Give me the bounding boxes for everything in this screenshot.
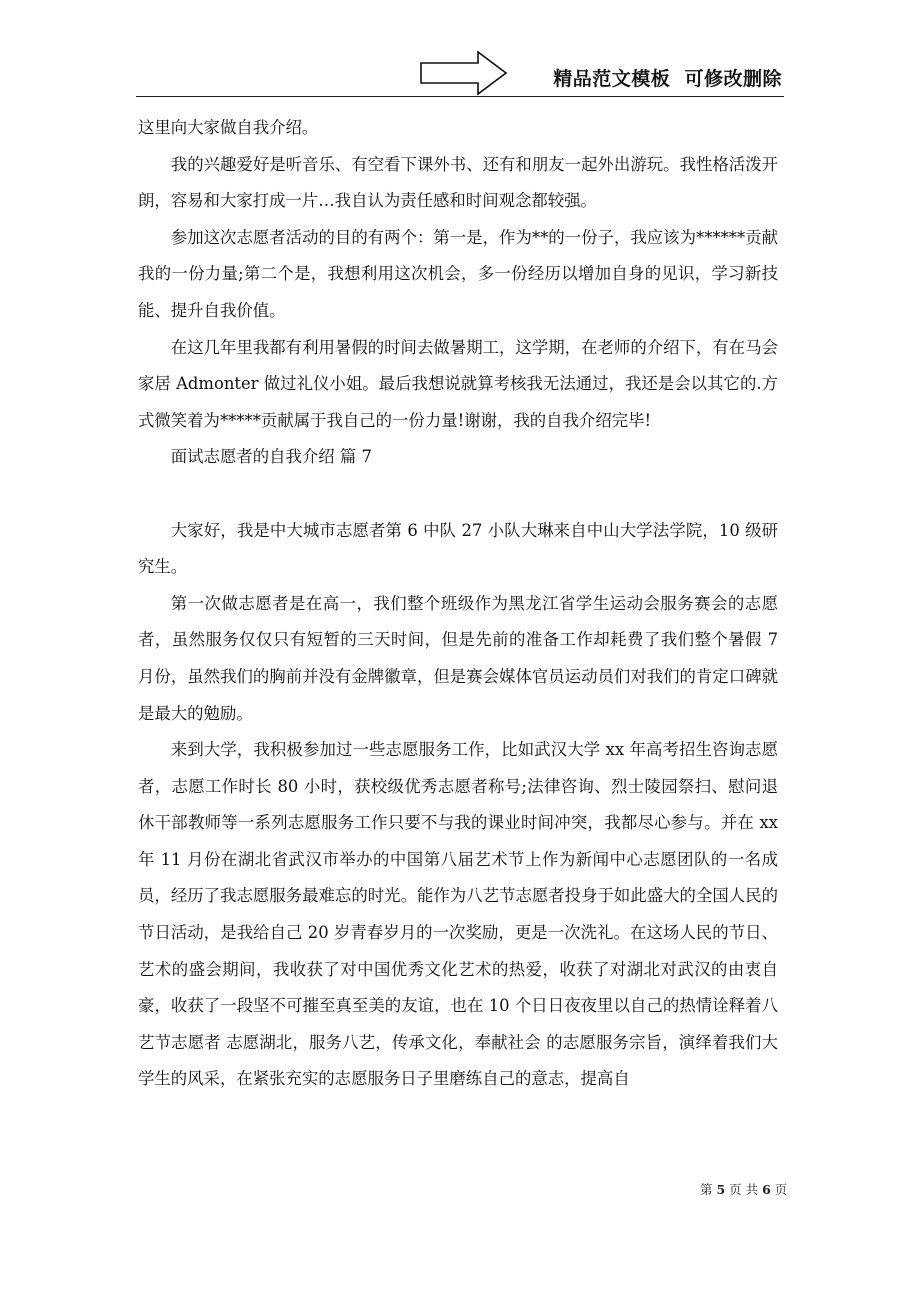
paragraph-hobbies: 我的兴趣爱好是听音乐、有空看下课外书、还有和朋友一起外出游玩。我性格活泼开朗，容易和大家打成一片…我自认为责任感和时间观念都较强。 [138, 154, 778, 211]
paragraph-continuation: 这里向大家做自我介绍。 [138, 118, 319, 137]
paragraph-university: 来到大学，我积极参加过一些志愿服务工作，比如武汉大学 xx 年高考招生咨询志愿者，志愿工作时长 80 小时，获校级优秀志愿者称号;法律咨询、烈士陵园祭扫、慰问退休干部教师等一系列志愿服务工作只要不与我的课业时间冲突，我都尽心参与。并在 xx 年 11 月份在湖北省武汉市举办的中国第八届艺术节上作为新闻中心志愿团队的一名成员，经历了我志愿服务最难忘的时光。能作为八艺节志愿者投身于如此盛大的全国人民的节日活动，是我给自己 20 岁青春岁月的一次奖励，更是一次洗礼。在这场人民的节日、艺术的盛会期间，我收获了对中国优秀文化艺术的热爱，收获了对湖北对武汉的由衷自豪，收获了一段坚不可摧至真至美的友谊，也在 10 个日日夜夜里以自己的热情诠释着八艺节志愿者 志愿湖北，服务八艺，传承文化，奉献社会 的志愿服务宗旨，演绎着我们大学生的风采，在紧张充实的志愿服务日子里磨练自己的意志，提高自 [138, 740, 778, 1089]
footer-suffix: 页 [770, 1182, 788, 1197]
total-page-number: 6 [762, 1182, 771, 1197]
page-footer [700, 1180, 787, 1198]
current-page-number: 5 [716, 1182, 726, 1197]
header-title: 精品范文模板 可修改删除 [553, 68, 782, 90]
header-divider [136, 96, 784, 97]
footer-prefix: 第 [700, 1182, 717, 1197]
arrow-right-icon [420, 50, 510, 96]
page-header [136, 48, 784, 98]
paragraph-greeting: 大家好，我是中大城市志愿者第 6 中队 27 小队大琳来自中山大学法学院，10 级研究生。 [138, 520, 778, 577]
section-heading: 面试志愿者的自我介绍 篇 7 [170, 447, 372, 467]
paragraph-purpose: 参加这次志愿者活动的目的有两个：第一是，作为**的一份子，我应该为******贡献我的一份力量;第二个是，我想利用这次机会，多一份经历以增加自身的见识，学习新技能、提升自我价值。 [138, 227, 778, 320]
footer-middle: 页 共 [725, 1182, 763, 1197]
paragraph-experience: 在这几年里我都有利用暑假的时间去做暑期工，这学期，在老师的介绍下，有在马会家居 Admonter 做过礼仪小姐。最后我想说就算考核我无法通过，我还是会以其它的.方式微笑着为*****贡献属于我自己的一份力量!谢谢，我的自我介绍完毕! [138, 337, 778, 430]
paragraph-first-volunteer: 第一次做志愿者是在高一，我们整个班级作为黑龙江省学生运动会服务赛会的志愿者，虽然服务仅仅只有短暂的三天时间，但是先前的准备工作却耗费了我们整个暑假 7 月份，虽然我们的胸前并没有金牌徽章，但是赛会媒体官员运动员们对我们的肯定口碑就是最大的勉励。 [138, 593, 778, 723]
document-body [138, 110, 778, 1098]
